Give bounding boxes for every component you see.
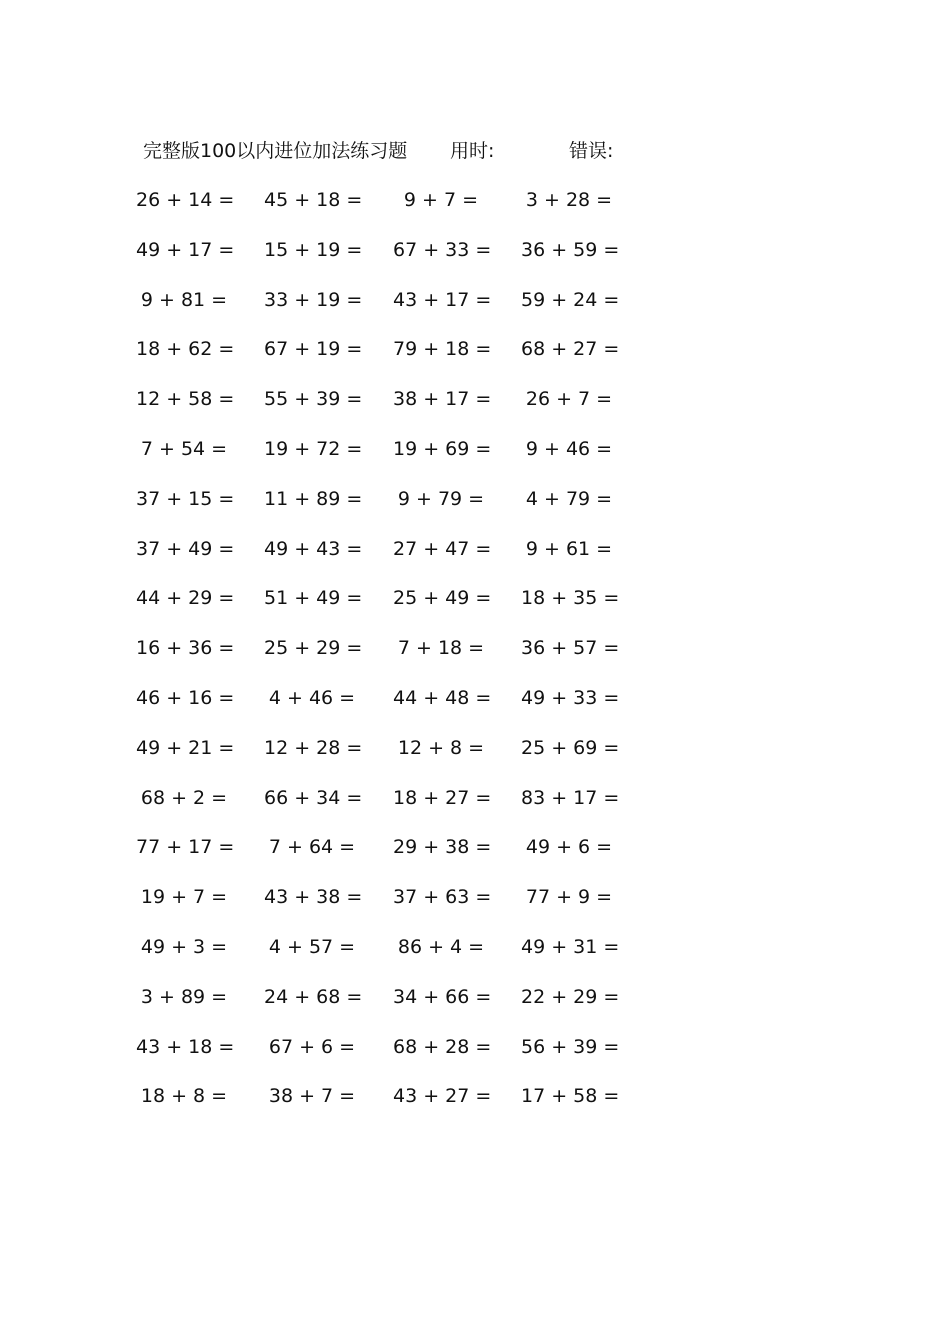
addition-problem: 44 + 29 = [136,587,235,610]
addition-problem: 43 + 38 = [264,886,363,909]
addition-problem: 15 + 19 = [264,238,363,261]
addition-problem: 37 + 15 = [136,487,235,510]
addition-problem: 46 + 16 = [136,686,235,709]
addition-problem: 86 + 4 = [397,935,485,958]
problem-row [136,683,623,733]
addition-problem: 67 + 33 = [393,238,492,261]
addition-problem: 49 + 43 = [264,537,363,560]
addition-problem: 43 + 17 = [393,288,492,311]
problem-row [136,534,623,584]
addition-problem: 3 + 28 = [525,189,613,211]
addition-problem: 25 + 29 = [264,637,363,660]
addition-problem: 9 + 81 = [140,288,228,311]
addition-problem: 37 + 63 = [393,886,492,909]
addition-problem: 12 + 58 = [136,388,235,411]
addition-problem: 25 + 69 = [521,736,620,759]
addition-problem: 44 + 48 = [393,686,492,709]
addition-problem: 18 + 35 = [521,587,620,610]
addition-problem: 38 + 17 = [393,388,492,411]
addition-problem: 9 + 79 = [397,487,485,510]
worksheet-title: 完整版100以内进位加法练习题 [143,140,408,162]
addition-problem: 4 + 46 = [268,686,356,709]
addition-problem: 59 + 24 = [521,288,620,311]
addition-problem: 49 + 33 = [521,686,620,709]
problem-row [136,733,623,783]
addition-problem: 83 + 17 = [521,786,620,809]
addition-problem: 9 + 46 = [525,437,613,460]
addition-problem: 67 + 19 = [264,338,363,361]
problem-row [140,783,623,833]
problem-row [136,633,623,683]
addition-problem: 37 + 49 = [136,537,235,560]
addition-problem: 26 + 7 = [525,388,613,411]
addition-problem: 36 + 59 = [521,238,620,261]
problem-row [140,285,623,335]
addition-problem: 43 + 27 = [393,1085,492,1108]
addition-problem: 24 + 68 = [264,985,363,1008]
addition-problem: 55 + 39 = [264,388,363,411]
problem-row [136,484,623,534]
addition-problem: 68 + 2 = [140,786,228,809]
addition-problem: 7 + 64 = [268,836,356,859]
addition-problem: 3 + 89 = [140,985,228,1008]
problem-row [136,583,623,633]
problem-row [140,932,623,982]
addition-problem: 56 + 39 = [521,1035,620,1058]
worksheet-header [143,136,663,166]
addition-problem: 45 + 18 = [264,189,363,211]
addition-problem: 68 + 28 = [393,1035,492,1058]
addition-problem: 4 + 79 = [525,487,613,510]
problem-row [136,185,623,235]
addition-problem: 68 + 27 = [521,338,620,361]
problem-row [140,982,623,1032]
addition-problem: 49 + 17 = [136,238,235,261]
problem-row [140,1081,623,1131]
addition-problem: 9 + 61 = [525,537,613,560]
addition-problem: 27 + 47 = [393,537,492,560]
addition-problem: 18 + 62 = [136,338,235,361]
addition-problem: 19 + 69 = [393,437,492,460]
addition-problem: 49 + 3 = [140,935,228,958]
addition-problem: 4 + 57 = [268,935,356,958]
addition-problem: 11 + 89 = [264,487,363,510]
problem-row [136,1032,623,1082]
addition-problem: 33 + 19 = [264,288,363,311]
problem-row [136,235,623,285]
addition-problem: 38 + 7 = [268,1085,356,1108]
time-used-label: 用时: [450,140,495,162]
addition-problem: 9 + 7 = [403,189,479,211]
addition-problem: 19 + 72 = [264,437,363,460]
addition-problem: 34 + 66 = [393,985,492,1008]
addition-problem: 12 + 28 = [264,736,363,759]
addition-problem: 25 + 49 = [393,587,492,610]
addition-problem: 17 + 58 = [521,1085,620,1108]
addition-problem: 77 + 9 = [525,886,613,909]
problem-row [140,434,623,484]
addition-problem: 49 + 6 = [525,836,613,859]
addition-problem: 29 + 38 = [393,836,492,859]
addition-problem: 49 + 21 = [136,736,235,759]
addition-problem: 12 + 8 = [397,736,485,759]
addition-problem: 7 + 54 = [140,437,228,460]
addition-problem: 66 + 34 = [264,786,363,809]
addition-problem: 43 + 18 = [136,1035,235,1058]
addition-problem: 18 + 8 = [140,1085,228,1108]
addition-problem: 19 + 7 = [140,886,228,909]
addition-problem: 67 + 6 = [268,1035,356,1058]
problem-grid [136,185,623,1131]
addition-problem: 36 + 57 = [521,637,620,660]
problem-row [140,882,623,932]
addition-problem: 49 + 31 = [521,935,620,958]
addition-problem: 22 + 29 = [521,985,620,1008]
addition-problem: 77 + 17 = [136,836,235,859]
problem-row [136,384,623,434]
addition-problem: 16 + 36 = [136,637,235,660]
addition-problem: 26 + 14 = [136,189,235,211]
problem-row [136,832,623,882]
addition-problem: 7 + 18 = [397,637,485,660]
addition-problem: 79 + 18 = [393,338,492,361]
addition-problem: 51 + 49 = [264,587,363,610]
problem-row [136,334,623,384]
errors-label: 错误: [569,140,614,162]
addition-problem: 18 + 27 = [393,786,492,809]
